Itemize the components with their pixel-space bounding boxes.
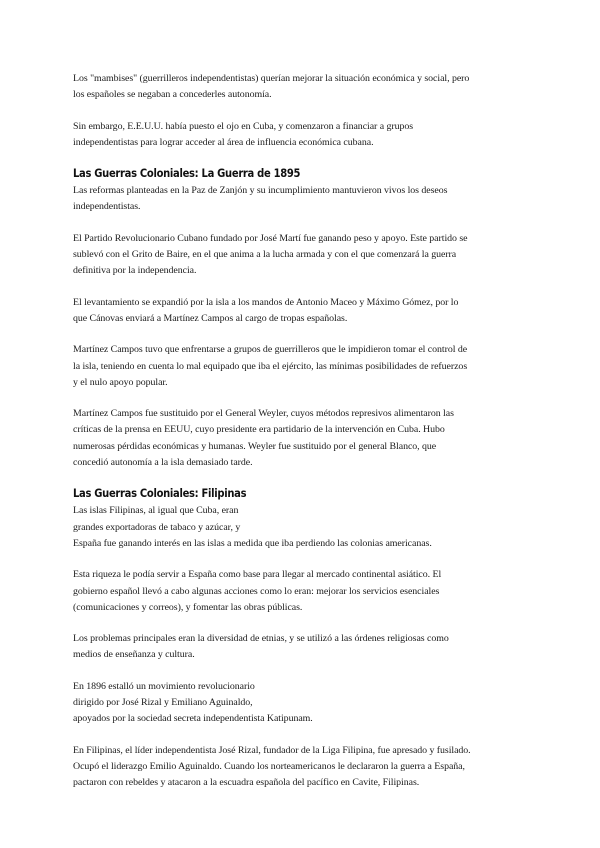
text-line: Sin embargo, E.E.U.U. había puesto el ojo en Cuba, y comenzaron a financiar a grupos: [73, 120, 414, 132]
text-line: definitiva por la independencia.: [73, 265, 197, 277]
text-line: Martínez Campos fue sustituido por el General Weyler, cuyos métodos represivos alimentaron las: [73, 408, 454, 420]
text-line: Martínez Campos tuvo que enfrentarse a grupos de guerrilleros que le impidieron tomar el control de: [73, 344, 468, 356]
text-line: concedió autonomía a la isla demasiado tarde.: [73, 457, 253, 469]
section-2-paragraph-4: [73, 679, 533, 728]
text-line: Los problemas principales eran la diversidad de etnias, y se utilizó a las órdenes religiosas como: [73, 633, 449, 645]
text-line: gobierno español llevó a cabo algunas acciones como lo eran: mejorar los servicios esenciales: [73, 585, 440, 597]
intro-paragraph-1: [73, 71, 533, 104]
text-line: apoyados por la sociedad secreta independentista Katipunam.: [73, 713, 313, 725]
section-1-paragraph-4: [73, 342, 533, 391]
section-1-paragraph-3: [73, 295, 533, 328]
text-line: El levantamiento se expandió por la isla a los mandos de Antonio Maceo y Máximo Gómez, por lo: [73, 296, 459, 308]
section-heading-guerra-1895: Las Guerras Coloniales: La Guerra de 1895: [73, 166, 301, 181]
section-2-paragraph-1: [73, 503, 533, 552]
section-1-paragraph-2: [73, 231, 533, 280]
text-line: El Partido Revolucionario Cubano fundado por José Martí fue ganando peso y apoyo. Este partido se: [73, 232, 468, 244]
text-line: España fue ganando interés en las islas a medida que iba perdiendo las colonias americanas.: [73, 537, 432, 549]
text-line: independentistas.: [73, 201, 141, 213]
intro-paragraph-2: [73, 119, 533, 152]
text-line: y el nulo apoyo popular.: [73, 376, 168, 388]
section-1-paragraph-5: [73, 406, 533, 471]
text-line: pactaron con rebeldes y atacaron a la escuadra española del pacífico en Cavite, Filipinas.: [73, 777, 420, 789]
text-line: que Cánovas enviará a Martínez Campos al cargo de tropas españolas.: [73, 312, 348, 324]
text-line: (comunicaciones y correos), y fomentar las obras públicas.: [73, 601, 303, 613]
document-body: [73, 71, 533, 807]
text-line: Las islas Filipinas, al igual que Cuba, eran: [73, 505, 239, 517]
section-2-paragraph-3: [73, 631, 533, 664]
text-line: los españoles se negaban a concederles autonomía.: [73, 89, 272, 101]
text-line: En Filipinas, el líder independentista José Rizal, fundador de la Liga Filipina, fue apresado y fusilado.: [73, 744, 471, 756]
text-line: la isla, teniendo en cuenta lo mal equipado que iba el ejército, las mínimas posibilidades de refuerzos: [73, 360, 468, 372]
text-line: Ocupó el liderazgo Emilio Aguinaldo. Cuando los norteamericanos le declararon la guerra a España,: [73, 760, 465, 772]
section-heading-filipinas: Las Guerras Coloniales: Filipinas: [73, 486, 247, 501]
text-line: críticas de la prensa en EEUU, cuyo presidente era partidario de la intervención en Cuba. Hubo: [73, 424, 445, 436]
text-line: grandes exportadoras de tabaco y azúcar, y: [73, 521, 241, 533]
text-line: Las reformas planteadas en la Paz de Zanjón y su incumplimiento mantuvieron vivos los deseos: [73, 185, 448, 197]
text-line: numerosas pérdidas económicas y humanas. Weyler fue sustituido por el general Blanco, que: [73, 440, 437, 452]
text-line: sublevó con el Grito de Baire, en el que anima a la lucha armada y con el que comenzará la guerra: [73, 249, 457, 261]
section-1-paragraph-1: [73, 183, 533, 216]
text-line: Los "mambises" (guerrilleros independentistas) querían mejorar la situación económica y social, pero: [73, 73, 470, 84]
text-line: Esta riqueza le podía servir a España como base para llegar al mercado continental asiático. El: [73, 569, 442, 581]
section-2-paragraph-2: [73, 567, 533, 616]
section-2-paragraph-5: [73, 743, 533, 792]
text-line: dirigido por José Rizal y Emiliano Aguinaldo,: [73, 697, 253, 709]
text-line: En 1896 estalló un movimiento revolucionario: [73, 680, 255, 692]
text-line: independentistas para lograr acceder al área de influencia económica cubana.: [73, 136, 374, 148]
text-line: medios de enseñanza y cultura.: [73, 649, 195, 661]
